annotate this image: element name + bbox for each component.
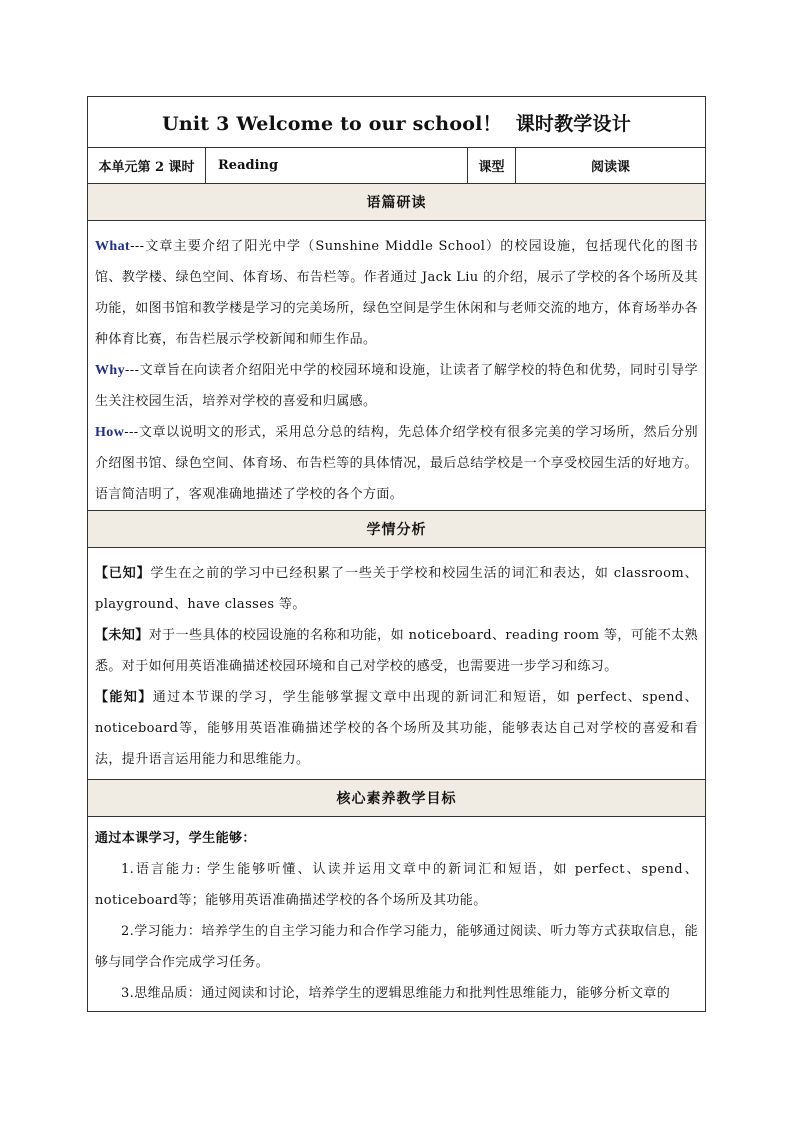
text-analysis-body bbox=[88, 221, 705, 511]
ability-label: 【能知】 bbox=[95, 690, 153, 705]
what-label: What bbox=[95, 239, 131, 254]
lesson-info-row bbox=[88, 148, 705, 184]
objective-item-3: 3.思维品质：通过阅读和讨论，培养学生的逻辑思维能力和批判性思维能力，能够分析文章的 bbox=[121, 986, 671, 1001]
lesson-type-value-cell: 阅读课 bbox=[590, 160, 630, 175]
lesson-name-cell: Reading bbox=[206, 148, 468, 183]
what-paragraph bbox=[95, 231, 698, 355]
known-text: 学生在之前的学习中已经积累了一些关于学校和校园生活的词汇和表达，如 classroom、playground、have classes 等。 bbox=[95, 566, 698, 612]
student-analysis-body bbox=[88, 548, 705, 780]
known-label: 【已知】 bbox=[95, 566, 151, 581]
objective-item-1: 1.语言能力: 学生能够听懂、认读并运用文章中的新词汇和短语，如 perfect、spend、noticeboard等；能够用英语准确描述学校的各个场所及其功能。 bbox=[95, 862, 698, 908]
core-objectives-body bbox=[88, 817, 705, 1012]
objective-item-2: 2.学习能力：培养学生的自主学习能力和合作学习能力，能够通过阅读、听力等方式获取信息，能够与同学合作完成学习任务。 bbox=[95, 924, 698, 970]
ability-paragraph bbox=[95, 682, 698, 775]
how-label: How bbox=[95, 425, 125, 440]
section-header-student-analysis: 学情分析 bbox=[88, 511, 705, 548]
how-text: ---文章以说明文的形式，采用总分总的结构，先总体介绍学校有很多完美的学习场所，然后分别介绍图书馆、绿色空间、体育场、布告栏等的具体情况，最后总结学校是一个享受校园生活的好地方。语言简洁明了，客观准确地描述了学校的各个方面。 bbox=[95, 425, 699, 502]
section-header-core-objectives: 核心素养教学目标 bbox=[88, 780, 705, 817]
unknown-paragraph bbox=[95, 620, 698, 682]
why-paragraph bbox=[95, 355, 698, 417]
why-text: ---文章旨在向读者介绍阳光中学的校园环境和设施，让读者了解学校的特色和优势，同时引导学生关注校园生活，培养对学校的喜爱和归属感。 bbox=[95, 363, 698, 409]
known-paragraph bbox=[95, 558, 698, 620]
title-chinese: 课时教学设计 bbox=[515, 112, 631, 135]
why-label: Why bbox=[95, 363, 125, 378]
page-title bbox=[88, 97, 705, 148]
how-paragraph bbox=[95, 417, 698, 510]
unknown-text: 对于一些具体的校园设施的名称和功能，如 noticeboard、reading room 等，可能不太熟悉。对于如何用英语准确描述校园环境和自己对学校的感受，也需要进一步学习和练习。 bbox=[95, 628, 698, 674]
objectives-lead: 通过本课学习，学生能够： bbox=[95, 831, 256, 846]
title-english: Unit 3 Welcome to our school！ bbox=[162, 112, 502, 135]
lesson-number-cell: 本单元第 2 课时 bbox=[88, 148, 206, 183]
lesson-plan-table bbox=[87, 96, 706, 1012]
unknown-label: 【未知】 bbox=[95, 628, 149, 643]
what-text: ---文章主要介绍了阳光中学（Sunshine Middle School）的校园设施，包括现代化的图书馆、教学楼、绿色空间、体育场、布告栏等。作者通过 Jack Liu 的介绍，展示了学校的各个场所及其功能，如图书馆和教学楼是学习的完美场所，绿色空间是学生休闲和与老师交流的地方，体育场举办各种体育比赛，布告栏展示学校新闻和师生作品。 bbox=[95, 239, 699, 347]
section-header-text-analysis: 语篇研读 bbox=[88, 184, 705, 221]
lesson-type-label-cell: 课型 bbox=[468, 148, 516, 183]
ability-text: 通过本节课的学习，学生能够掌握文章中出现的新词汇和短语，如 perfect、spend、noticeboard等，能够用英语准确描述学校的各个场所及其功能，能够表达自己对学校的喜爱和看法，提升语言运用能力和思维能力。 bbox=[95, 690, 698, 767]
